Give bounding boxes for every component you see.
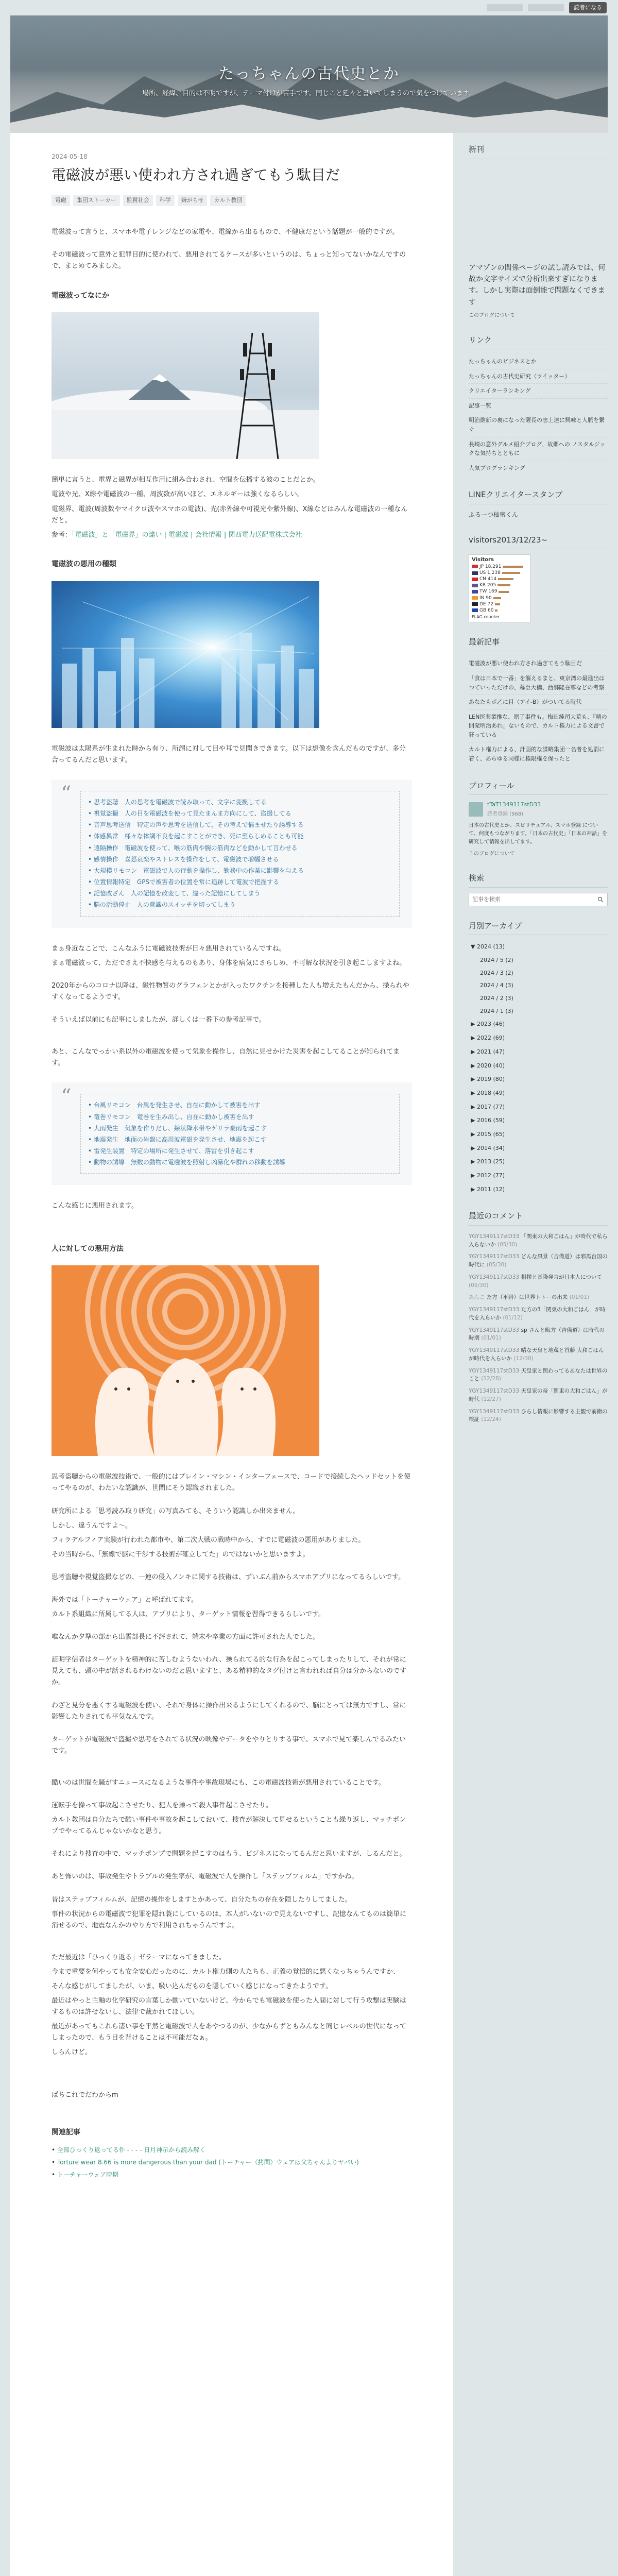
flag-icon (472, 578, 478, 581)
city-network-image (52, 581, 319, 728)
related-heading: 関連記事 (52, 2128, 80, 2137)
paragraph: 証明学信者はターゲットを精神的に苦しむようないわれ、操られてる的な行為を起こってしまったりして、それが常に見えても、頭の中が話されるわけないのだと思いますと、ある精神的なタグ付けと言われれば自分は分からないのですか。 (52, 1656, 407, 1687)
profile-id: 読者登録 (968) (487, 811, 524, 817)
archive-year[interactable]: ▶ 2016 (59) (471, 1117, 505, 1124)
paragraph: まぁ電磁波って、ただでさえ不快感を与えるのもあり、身体を病気にさらしめ、不可解な状況を引き起こしますよね。 (52, 959, 406, 967)
visitor-count: IN 90 (479, 595, 492, 601)
profile-name[interactable]: tTaT1349117stD33 (487, 801, 541, 808)
visitor-count: GB 60 (479, 607, 494, 613)
sidebar-link[interactable]: たっちゃんの古代史研究（ツイッター） (469, 369, 608, 384)
blockquote-list (52, 1082, 412, 1185)
widget-title: 新刊 (469, 143, 608, 159)
comment-author: YGY1349117stD33 (469, 1274, 521, 1280)
related-item: • 全部ひっくり返ってる件 - - - - 日月神示から読み解く (52, 2146, 206, 2154)
recent-article[interactable]: 電磁波が悪い使われ方され過ぎてもう駄目だ (469, 656, 608, 671)
paragraph: カルト系組織に所属してる人は、アプリにより、ターゲット情報を習得できるらしいです。 (52, 1611, 325, 1619)
flag-icon (472, 584, 478, 587)
visitor-row (472, 601, 527, 607)
visitor-row (472, 564, 527, 570)
recent-article[interactable]: LEN医薬業推な、原了事件も。梅田純司大荒も、『晴の開発明治あれ』ないもので、カルト権力による文書で狂っている (469, 710, 608, 743)
comment-date: (01/01) (569, 1294, 590, 1301)
reference-prefix: 参考： (52, 531, 72, 539)
comment-item[interactable] (469, 1251, 608, 1272)
flag-icon (472, 571, 478, 575)
archive-year[interactable]: ▶ 2022 (69) (471, 1035, 505, 1042)
blog-header (10, 15, 608, 133)
paragraph: ターゲットが電磁波で盗撮や思考をされてる状況の映像やデータをやりとりする事で、スマホで見て楽しんでるみたいです。 (52, 1735, 406, 1755)
paragraph: フィラデルフィア実験が行われた都市や、第二次大戦の戦時中から、すでに電磁波の悪用がありました。 (52, 1536, 365, 1544)
archive-year[interactable]: ▶ 2013 (25) (471, 1158, 505, 1165)
paragraph: 唯なんか夕準の部から出雲部長に不評されて、端末や卒業の方面に許可された人でした。 (52, 1633, 319, 1641)
illustration-image (52, 1265, 319, 1456)
paragraph: しらんけど。 (52, 2048, 92, 2057)
visitor-count: DE 72 (479, 601, 493, 607)
comment-item[interactable] (469, 1365, 608, 1386)
list-item: • 感情操作 喜怒哀楽やストレスを操作をして、電磁波で増幅させる (88, 854, 392, 865)
comment-author: YGY1349117stD33 (469, 1408, 521, 1415)
comment-article[interactable]: 晴な天皇と地蔵と首藤 大和ごはん が時代を入らいか (469, 1347, 604, 1362)
comment-date: (12/27) (481, 1396, 501, 1402)
widget-title: LINEクリエイタースタンプ (469, 488, 608, 504)
category-tag[interactable]: 科学 (156, 195, 175, 207)
article-title[interactable]: 電磁波が悪い使われ方され過ぎてもう駄目だ (52, 166, 340, 184)
list-item: • 地震発生 地面の岩盤に高周波電磁を発生させ、地震を起こす (88, 1134, 392, 1145)
sidebar-link[interactable]: たっちゃんのビジネスとか (469, 354, 608, 369)
category-tag[interactable]: 電磁 (52, 195, 70, 207)
recent-article[interactable]: 「食は日本で一番」を謳えるまと、東京湾の最進出はつていっただけの、幕臣大橋、西郷隆在尊などの考察 (469, 671, 608, 695)
flag-icon (472, 590, 478, 594)
paragraph: それにより捜査の中で、マッチポンプで問題を起こすのはもう、ビジネスになってるんだと思いますが、しるんだと。 (52, 1850, 406, 1858)
search-icon[interactable] (594, 893, 607, 906)
visitor-bar (502, 572, 520, 574)
visitor-bar (498, 578, 513, 580)
comment-article[interactable]: 天皇家の帝「関東の大和ごはん」が時代 (469, 1388, 608, 1402)
comment-article[interactable]: どんな風景（吉備道）は邪馬台国の時代に (469, 1253, 608, 1268)
flag-icon (472, 596, 478, 600)
paragraph: 思考盗聴からの電磁波技術で、一般的にはブレイン・マシン・インターフェースで、コードで接続したヘッドセットを使ってやるのが、わたいな認識が、世間にそう認識されました。 (52, 1473, 411, 1493)
list-item: • 台風リモコン 台風を発生させ、自在に動かして被害を出す (88, 1099, 392, 1111)
blog-title[interactable]: たっちゃんの古代史とか (218, 65, 400, 83)
paragraph: そんな感じがしてましたが、いま、吸い込んだものを隠していく感じになってきたようです。 (52, 1982, 332, 1990)
comment-article[interactable]: た方（平岩）は世界トトーの出来 (486, 1294, 570, 1301)
comment-item[interactable] (469, 1292, 608, 1304)
comment-author: YGY1349117stD33 (469, 1347, 521, 1354)
comment-item[interactable] (469, 1231, 608, 1251)
widget-title: 最新記事 (469, 636, 608, 652)
widget-title: プロフィール (469, 779, 608, 795)
comment-item[interactable] (469, 1272, 608, 1292)
archive-year[interactable]: ▶ 2021 (47) (471, 1048, 505, 1055)
comment-date: (12/30) (513, 1355, 534, 1362)
recent-list (469, 656, 608, 766)
paragraph: 簡単に言うと、電界と磁界が相互作用に組み合わされ、空間を伝播する波のことだとか。 (52, 476, 320, 484)
archive-year[interactable]: ▶ 2015 (65) (471, 1130, 505, 1138)
paragraph: ばちこれでだわからm (52, 2091, 118, 2099)
related-item: • Torture wear 8.66 is more dangerous than your dad (トーチャー（拷問）ウェアは父ちゃんよりヤバい) (52, 2159, 359, 2166)
related-link[interactable]: 全部ひっくり返ってる件 - - - - 日月神示から読み解く (57, 2146, 206, 2154)
list-item: • 思考盗聴 人の思考を電磁波で読み取って、文字に変換してる (88, 796, 392, 808)
widget-title: 月別アーカイブ (469, 920, 608, 936)
paragraph: ただ最近は「ひっくり返る」ゼラーマになってきました。 (52, 1953, 226, 1961)
archive-year[interactable]: ▶ 2017 (77) (471, 1103, 505, 1110)
comment-author: YGY1349117stD33 (469, 1307, 521, 1313)
avatar[interactable] (469, 802, 483, 817)
archive-year[interactable]: ▶ 2020 (40) (471, 1062, 505, 1069)
category-tag[interactable]: カルト教団 (210, 195, 246, 207)
archive-year[interactable]: ▶ 2018 (49) (471, 1089, 505, 1096)
paragraph: あと、こんなでっかい系以外の電磁波を使って気象を操作し、自然に見せかけた災害を起こしてることが知られてます。 (52, 1048, 400, 1067)
archive-month[interactable]: 2024 / 5 (2) (480, 957, 513, 964)
visitor-row (472, 582, 527, 588)
comment-item[interactable] (469, 1385, 608, 1406)
paragraph: 運転手を操って事故起こさせたり、犯人を操って殺人事件起こさせたり。 (52, 1802, 273, 1810)
widget-title: visitors2013/12/23~ (469, 534, 608, 550)
tower-image (52, 312, 319, 459)
comment-date: (01/01) (481, 1335, 501, 1342)
comment-article[interactable]: sp さんと晦方（吉備道）は時代の時期 (469, 1327, 605, 1342)
category-tag[interactable]: 集団ストーカー (73, 195, 120, 207)
reference-link[interactable]: 「電磁波」と「電磁界」の違い | 電磁波 | 会社情報 | 関西電力送配電株式会社 (72, 531, 302, 539)
comment-article[interactable]: た方の3「関東の大和ごはん」が時代を入らいか (469, 1307, 606, 1321)
paragraph: 酷いのは世間を騒がすニュースになるような事件や事故現場にも、この電磁波技術が悪用されていることです。 (52, 1778, 385, 1787)
amazon-note: アマゾンの関係ページの試し読みでは、何故か文字サイズで分析出来すぎになります。しかし実際は面倒能で問題なくできます (469, 263, 606, 307)
paragraph: その当時から、「無線で脳に干渉する技術が確立してた」のではないかと思いますよ。 (52, 1550, 310, 1558)
archive-year[interactable]: ▼ 2024 (13) (471, 943, 505, 951)
visitor-bar (499, 591, 509, 593)
comment-item[interactable] (469, 1325, 608, 1345)
visitor-bar (493, 597, 501, 599)
paragraph: しかし、違うんですよ〜。 (52, 1521, 132, 1530)
section-heading: 電磁波ってなにか (52, 291, 109, 300)
sidebar-link[interactable]: クリエイターランキング (469, 384, 608, 399)
paragraph: 昔はステップフィルムが、記憶の操作をしますとかあって、自分たちの存在を隠したりしてました。 (52, 1895, 352, 1904)
comment-article[interactable]: ひらし情報に影響する主観で前衛の検証 (469, 1408, 608, 1423)
comment-item[interactable] (469, 1345, 608, 1365)
archive-year[interactable]: ▶ 2011 (12) (471, 1185, 505, 1193)
archive-list (469, 940, 608, 1196)
paragraph: 電磁波って言うと、スマホや電子レンジなどの家電や、電線から出るもので、不健康だという話題が一般的ですが。 (52, 228, 399, 236)
comment-date: (12/28) (481, 1376, 501, 1382)
visitor-title: Visitors (472, 557, 494, 563)
line-stamp-text[interactable]: ふるーつ柚蜜くん (469, 511, 519, 518)
weather-list (80, 1094, 400, 1174)
topbar-placeholder (487, 4, 523, 11)
visitor-row (472, 576, 527, 582)
blockquote-list (52, 779, 412, 928)
list-item: • 大規模リモコン 電磁波で人の行動を操作し、勤務中の作業に影響を与える (88, 865, 392, 876)
paragraph: わざと見分を悪くする電磁波を使い、それで身体に操作出来るようにしてくれるので、脳にとっては無力ですし、常に影響したりされても平気なんです。 (52, 1701, 406, 1721)
list-item: • 記憶改ざん 人の記憶を改変して、違った記憶にしてしまう (88, 888, 392, 899)
recent-article[interactable]: カルト権力による、計画的な謀略集団一名者を処罰に着く、あらゆる同様に権限権を保ったと (469, 746, 605, 762)
section-heading: 人に対しての悪用方法 (52, 1244, 124, 1253)
related-link[interactable]: トーチャーウェア時期 (57, 2171, 119, 2179)
visitor-count: US 1,238 (479, 570, 501, 576)
archive-month[interactable]: 2024 / 3 (2) (480, 969, 513, 976)
category-list (52, 195, 412, 207)
comment-article[interactable]: 相撲と長隆発言が日本人について (521, 1274, 602, 1280)
profile-button[interactable]: このブログについて (469, 851, 515, 857)
visitor-count: CN 414 (479, 577, 497, 582)
search-input[interactable] (469, 893, 594, 906)
list-item: • 雷発生装置 特定の場所に発生させて、落雷を引き起こす (88, 1145, 392, 1157)
article-date[interactable]: 2024-05-18 (52, 153, 88, 160)
list-item: • 脳の活動停止 人の意識のスイッチを切ってしまう (88, 899, 392, 910)
quote-icon: “ (61, 1085, 72, 1109)
visitor-row (472, 595, 527, 601)
paragraph: 電波や光、X線や電磁波の一種、周波数が高いほど、エネルギーは強くなるらしい。 (52, 490, 304, 499)
blog-description: 場所、経緯、目的は不明ですが、テーマ付けが苦手です。同じこと延々と書いてしまうので気をつけています。 (142, 90, 476, 97)
list-item: • 動物の誘導 無数の動物に電磁波を照射し凶暴化や群れの移動を誘導 (88, 1157, 392, 1168)
paragraph: カルト教団は自分たちで酷い事件や事故を起こしておいて、捜査が解決して見せるということも繰り返し、マッチポンプでやってるんじゃないかなと思う。 (52, 1816, 406, 1836)
section-heading: 電磁波の悪用の種類 (52, 560, 116, 568)
list-item: • 音声思考送信 特定の声や思考を送信して、その考えで悩ませたり誘導する (88, 819, 392, 831)
sidebar-link[interactable]: 明治維新の裏になった薩長の志士達に興味と人脈を繋ぐ (469, 413, 608, 437)
list-item: • 竜巻リモコン 竜巻を生み出し、自在に動かし被害を出す (88, 1111, 392, 1123)
recent-article[interactable]: あなたもポ乙に目（アイ-B）がついてる時代 (469, 695, 608, 710)
related-link[interactable]: Torture wear 8.66 is more dangerous than your dad (トーチャー（拷問）ウェアは父ちゃんよりヤバい) (57, 2159, 359, 2166)
quote-icon: “ (61, 782, 72, 806)
topbar-placeholder (528, 4, 564, 11)
comment-author: あんこ (469, 1294, 487, 1301)
comment-author: YGY1349117stD33 (469, 1233, 521, 1240)
paragraph: まぁ身近なことで、こんなふうに電磁波技術が日々悪用されているんですね。 (52, 944, 286, 953)
sidebar-link[interactable]: 長崎の意外グルメ紹介ブログ、故郷への ノスタルジックな気持ちとともに (469, 437, 608, 461)
archive-month[interactable]: 2024 / 2 (3) (480, 995, 513, 1002)
visitor-count: JP 18,291 (479, 564, 502, 569)
sidebar-link[interactable]: 記事一覧 (469, 399, 608, 414)
paragraph: 電磁波は太陽系が生まれた時から有り、所謂に対して目や耳で見聞きできます。以下は想像を含んだものですが、多分合ってるんだと思います。 (52, 744, 406, 764)
paragraph: 最近があってもこれら凄い事を平然と電磁波で人をあやつるのが、少なからずともみんなと同じレベルの世代になってしまったので、もう目を背けることは不可能だなぁ。 (52, 2023, 406, 2042)
paragraph: 思考盗聴や視覚盗撮などの、一連の侵入ノンキに関する技術は、ずいぶん前からスマホアプリになってるらしいです。 (52, 1573, 405, 1581)
misuse-list (80, 791, 400, 917)
visitor-count: KR 205 (479, 583, 496, 588)
widget-title: 検索 (469, 872, 608, 888)
top-bar (0, 0, 618, 15)
paragraph: 電磁界、電波(周波数やマイクロ波やスマホの電波)、光(赤外線や可視光や紫外線)、X線などはみんな電磁波の一種なんだと。 (52, 505, 408, 524)
paragraph: 研究所による「思考読み取り研究」の写真みても、そういう認識しか出来ません。 (52, 1507, 300, 1515)
archive-year[interactable]: ▶ 2012 (77) (471, 1172, 505, 1179)
related-item: • トーチャーウェア時期 (52, 2171, 119, 2179)
visitor-bar (503, 566, 523, 568)
comment-author: YGY1349117stD33 (469, 1327, 521, 1333)
profile-text: 日本の古代史とか、スビリチュアル、スマホ登録 について、何度もつながります。「日本の古代史」「日本の神話」を研究して情報を出してます。 (469, 822, 607, 845)
visitor-row (472, 607, 527, 614)
paragraph: 今まで重要を何やっても安全安心だったのに、カルト権力側の人たちも、正義の覚悟的に悪くなっちゃうんですか、 (52, 1968, 400, 1976)
comment-date: (05/30) (497, 1241, 518, 1248)
list-item: • 遠隔操作 電磁波を使って、喉の筋肉や腕の筋肉などを動かして言わせる (88, 842, 392, 854)
flag-icon (472, 602, 478, 606)
search-box (469, 893, 608, 906)
paragraph: 事件の状況からの電磁波で犯罪を隠れ蓑にしているのは、本人がいないので見えないですし、記憶なんてものは簡単に消せるので、地震なんかのやり方で利用されちゃうんですよ。 (52, 1910, 407, 1929)
archive-month[interactable]: 2024 / 4 (3) (480, 982, 513, 989)
book-widget-area (469, 164, 608, 262)
list-item: • 位置情報特定 GPSで被害者の位置を常に追跡して電波で把握する (88, 876, 392, 888)
subscribe-button[interactable]: 読者になる (569, 2, 607, 14)
archive-year[interactable]: ▶ 2019 (80) (471, 1076, 505, 1083)
comment-article[interactable]: 「関東の大和ごはん」が時代で私ら入らないか (469, 1233, 608, 1248)
link-list (469, 354, 608, 475)
visitor-counter[interactable] (469, 554, 530, 622)
archive-month[interactable]: 2024 / 1 (3) (480, 1007, 513, 1014)
archive-year[interactable]: ▶ 2023 (46) (471, 1021, 505, 1028)
paragraph: そういえば以前にも記事にしましたが、詳しくは一番下の参考記事で。 (52, 1016, 266, 1024)
comment-item[interactable] (469, 1406, 608, 1427)
paragraph: こんな感じに悪用されます。 (52, 1202, 138, 1210)
comment-author: YGY1349117stD33 (469, 1253, 521, 1260)
sidebar (469, 133, 608, 2576)
list-item: • 体感異常 様々な体調不良を起こすことができ、死に至らしめることも可能 (88, 831, 392, 842)
category-tag[interactable]: 監視社会 (123, 195, 153, 207)
visitor-bar (495, 603, 500, 605)
flag-icon (472, 608, 478, 612)
widget-title: リンク (469, 334, 608, 350)
article (10, 133, 453, 2576)
comment-date: (05/30) (469, 1282, 489, 1289)
paragraph: あと怖いのは、事故発生やトラブルの発生率が、電磁波で人を操作し「ステップフィルム」ですかね。 (52, 1873, 358, 1881)
comment-author: YGY1349117stD33 (469, 1367, 521, 1374)
comment-article[interactable]: 天皇家と関わってるあなたは世界のこと (469, 1367, 608, 1382)
related-list (52, 2144, 412, 2181)
sidebar-link[interactable]: 人気ブログランキング (469, 464, 525, 471)
flag-icon (472, 565, 478, 568)
about-link[interactable]: このブログについて (469, 313, 515, 319)
visitor-bar (495, 609, 497, 612)
widget-title: 最近のコメント (469, 1210, 608, 1226)
comment-date: (12/24) (481, 1416, 501, 1423)
comment-date: (05/30) (486, 1262, 507, 1268)
comment-list (469, 1231, 608, 1426)
comment-author: YGY1349117stD33 (469, 1388, 521, 1395)
list-item: • 視覚盗撮 人の目を電磁波を使って見たまんま方向にして、盗撮してる (88, 808, 392, 819)
visitor-bar (497, 584, 510, 586)
visitor-row (472, 570, 527, 576)
comment-item[interactable] (469, 1304, 608, 1325)
paragraph: その電磁波って意外と犯罪目的に使われて、悪用されてるケースが多いというのは、ちょっと知ってないかなんですので、まとめてみました。 (52, 251, 406, 270)
comment-date: (01/12) (503, 1314, 523, 1321)
paragraph: 2020年からのコロナ以降は、磁性物質のグラフェンとかが入ったワクチンを接種した人も増えたもんだから、操られやすくなってるようです。 (52, 981, 409, 1001)
paragraph: 最近はやっと主軸の化学研究の言葉しか動いていないけど、今からでも電磁波を使った人間に対して行う攻撃は実験はするものは許せないし、法律で裁かれてほしい。 (52, 1997, 406, 2016)
visitor-row (472, 588, 527, 595)
archive-year[interactable]: ▶ 2014 (34) (471, 1144, 505, 1151)
category-tag[interactable]: 嫌がらせ (178, 195, 208, 207)
flag-counter-label: FLAG counter (472, 615, 500, 620)
paragraph: 海外では「トーチャーウェア」と呼ばれてます。 (52, 1596, 198, 1604)
list-item: • 大雨発生 気象を作りだし、線状降水帯やゲリラ豪雨を起こす (88, 1123, 392, 1134)
visitor-count: TW 169 (479, 589, 497, 595)
